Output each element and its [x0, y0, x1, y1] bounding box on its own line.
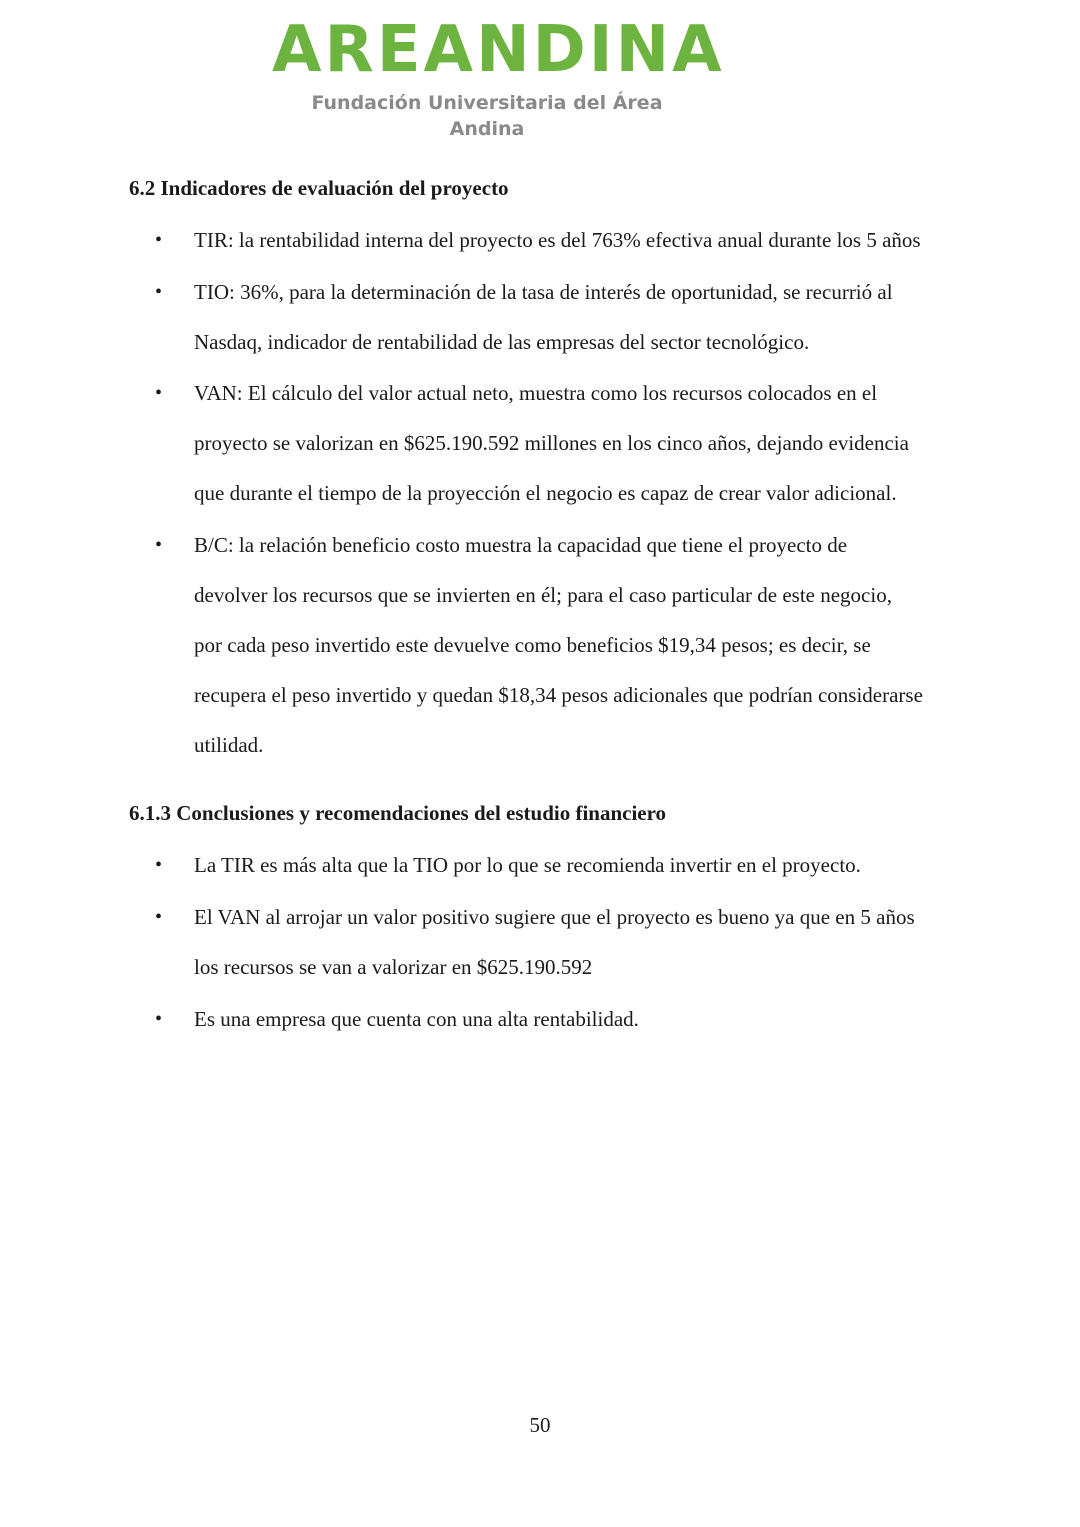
bullet-marker: • — [155, 281, 163, 303]
list-item-bc-line: recupera el peso invertido y quedan $18,34 pesos adicionales que podrían considerarse — [194, 683, 923, 707]
list-item-conclusion-line: El VAN al arrojar un valor positivo sugiere que el proyecto es bueno ya que en 5 años — [194, 905, 915, 929]
list-item-tir: TIR: la rentabilidad interna del proyecto es del 763% efectiva anual durante los 5 años — [194, 228, 921, 252]
bullet-marker: • — [155, 229, 163, 251]
bullet-marker: • — [155, 906, 163, 928]
list-item-van-line: que durante el tiempo de la proyección el negocio es capaz de crear valor adicional. — [194, 481, 897, 505]
list-item-bc-line: utilidad. — [194, 733, 264, 757]
page-number: 50 — [529, 1413, 551, 1437]
bullet-marker: • — [155, 382, 163, 404]
institution-logo — [272, 10, 725, 140]
list-item-conclusion-line: los recursos se van a valorizar en $625.190.592 — [194, 955, 593, 979]
bullet-marker: • — [155, 1008, 163, 1030]
section-heading-conclusions: 6.1.3 Conclusiones y recomendaciones del estudio financiero — [129, 801, 667, 825]
bullet-marker: • — [155, 534, 163, 556]
list-item-conclusion: La TIR es más alta que la TIO por lo que se recomienda invertir en el proyecto. — [194, 853, 861, 877]
list-item-van-line: VAN: El cálculo del valor actual neto, muestra como los recursos colocados en el — [194, 381, 878, 405]
list-item-bc-line: B/C: la relación beneficio costo muestra la capacidad que tiene el proyecto de — [194, 533, 848, 557]
list-item-tio-line: Nasdaq, indicador de rentabilidad de las empresas del sector tecnológico. — [194, 330, 810, 354]
list-item-conclusion: Es una empresa que cuenta con una alta rentabilidad. — [194, 1007, 639, 1031]
list-item-tio-line: TIO: 36%, para la determinación de la tasa de interés de oportunidad, se recurrió al — [194, 280, 893, 304]
list-item-bc-line: por cada peso invertido este devuelve como beneficios $19,34 pesos; es decir, se — [194, 633, 871, 657]
list-item-van-line: proyecto se valorizan en $625.190.592 millones en los cinco años, dejando evidencia — [194, 431, 909, 455]
logo-subtitle: Fundación Universitaria del Área Andina — [311, 92, 663, 140]
section-heading-indicators: 6.2 Indicadores de evaluación del proyecto — [129, 176, 509, 200]
logo-wordmark: AREANDINA — [272, 13, 725, 87]
list-item-bc-line: devolver los recursos que se invierten en él; para el caso particular de este negocio, — [194, 583, 892, 607]
bullet-marker: • — [155, 854, 163, 876]
